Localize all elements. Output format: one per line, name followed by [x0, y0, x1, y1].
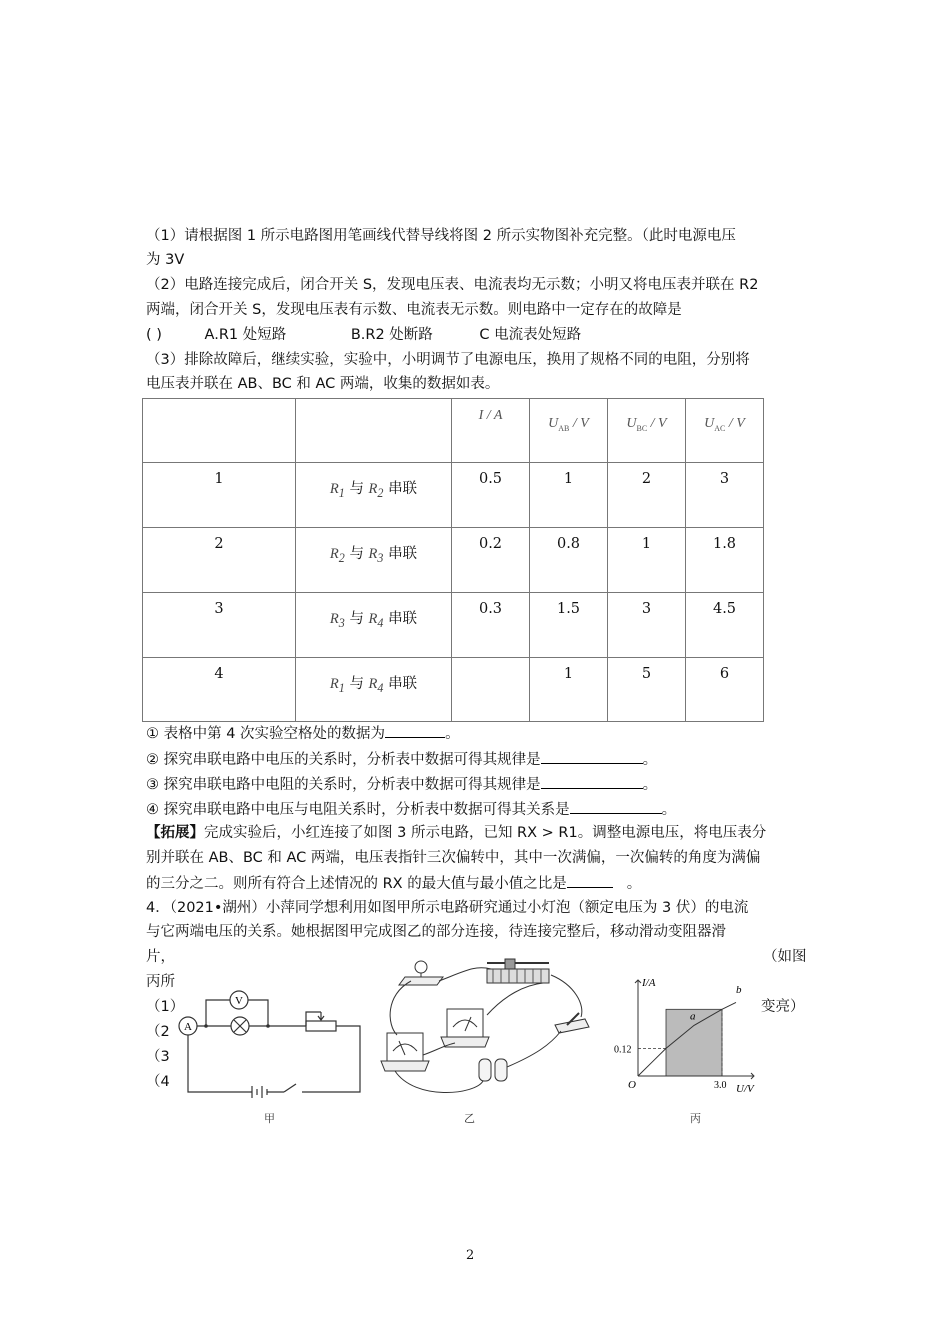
extension-label: 【拓展】 [146, 825, 204, 841]
extension-line2: 别并联在 AB、BC 和 AC 两端，电压表指针三次偏转中，其中一次满偏，一次偏转的角度为满偏 [146, 850, 761, 866]
subquestion-3: ③ 探究串联电路中电阻的关系时，分析表中数据可得其规律是 。 [146, 774, 657, 795]
subquestion-2: ② 探究串联电路中电压的关系时，分析表中数据可得其规律是 。 [146, 749, 657, 770]
row-number: 3 [143, 593, 296, 658]
row-number: 1 [143, 463, 296, 528]
curve-a-label: a [690, 1010, 696, 1023]
problem4-line3: 片， [146, 949, 175, 965]
row-current: 0.3 [452, 593, 530, 658]
row-current: 0.5 [452, 463, 530, 528]
row-resistors: $R_3$ 与 $R_4$ 串联 [296, 593, 452, 658]
header-ubc [608, 399, 686, 463]
answer-bracket: ( ) [146, 327, 162, 343]
header-uab [530, 399, 608, 463]
row-resistors: $R_1$ 与 $R_2$ 串联 [296, 463, 452, 528]
table-row [143, 528, 764, 593]
answer-blank[interactable] [385, 723, 445, 738]
question-part1-line1: （1）请根据图 1 所示电路图用笔画线代替导线将图 2 所示实物图补充完整。（此时电源电压 [146, 228, 736, 244]
extension-line3: 的三分之二。则所有符合上述情况的 RX 的最大值与最小值之比是 。 [146, 873, 641, 894]
problem4-sub2: （2 [146, 1024, 170, 1040]
header-uab-symbol: U [548, 416, 559, 431]
problem4-tail: 变亮） [761, 999, 805, 1015]
origin-label: O [628, 1079, 636, 1091]
subquestion-4: ④ 探究串联电路中电压与电阻关系时，分析表中数据可得其关系是 。 [146, 799, 676, 820]
header-uac-sub: AC [714, 423, 726, 433]
page-number: 2 [466, 1248, 475, 1263]
extension-line1: 【拓展】完成实验后，小红连接了如图 3 所示电路，已知 RX > R1。调整电源电压，将电压表分 [146, 825, 767, 841]
option-c: C 电流表处短路 [479, 327, 582, 343]
problem4-line3-right: （如图 [763, 949, 807, 965]
header-blank-cell [296, 399, 452, 463]
row-uac: 3 [686, 463, 764, 528]
question-part3-line1: （3）排除故障后，继续实验，实验中，小明调节了电源电压，换用了规格不同的电阻，分别将 [146, 352, 750, 368]
y-axis-label: I/A [642, 977, 656, 989]
curve-b-label: b [736, 984, 742, 997]
question-part3-line2: 电压表并联在 AB、BC 和 AC 两端，收集的数据如表。 [146, 376, 500, 392]
header-uab-unit: / V [572, 416, 589, 431]
header-uac-unit: / V [728, 416, 745, 431]
header-uac [686, 399, 764, 463]
question-part1-line2: 为 3V [146, 252, 185, 268]
data-table [142, 398, 764, 722]
problem4-sub1: （1） [146, 999, 185, 1015]
problem4-line2: 与它两端电压的关系。她根据图甲完成图乙的部分连接，待连接完整后，移动滑动变阻器滑 [146, 924, 726, 940]
y-tick-label: 0.12 [614, 1044, 632, 1056]
iu-chart-bing [612, 970, 762, 1096]
header-current [452, 399, 530, 463]
subquestion-1: ① 表格中第 4 次实验空格处的数据为 。 [146, 723, 460, 744]
table-row [143, 593, 764, 658]
ammeter-label: A [184, 1021, 192, 1033]
option-a: A.R1 处短路 [204, 327, 287, 343]
header-ubc-unit: / V [650, 416, 667, 431]
voltmeter-label: V [235, 995, 243, 1007]
row-number: 2 [143, 528, 296, 593]
table-row [143, 463, 764, 528]
row-current: 0.2 [452, 528, 530, 593]
caption-bing: 丙 [690, 1112, 701, 1125]
row-uac: 1.8 [686, 528, 764, 593]
row-number: 4 [143, 658, 296, 722]
header-ubc-sub: BC [636, 423, 648, 433]
problem4-line4: 丙所 [146, 974, 175, 990]
row-uab: 1 [530, 463, 608, 528]
header-uac-symbol: U [704, 416, 715, 431]
header-ubc-symbol: U [626, 416, 637, 431]
answer-blank[interactable] [541, 749, 643, 764]
apparatus-diagram-yi [375, 955, 595, 1105]
row-ubc: 1 [608, 528, 686, 593]
problem4-sub3: （3 [146, 1049, 170, 1065]
question-part2-line1: （2）电路连接完成后，闭合开关 S，发现电压表、电流表均无示数；小明又将电压表并联在 R2 [146, 277, 759, 293]
row-uab: 1 [530, 658, 608, 722]
answer-blank[interactable] [567, 873, 613, 888]
header-blank-cell [143, 399, 296, 463]
row-uab: 0.8 [530, 528, 608, 593]
caption-yi: 乙 [464, 1112, 475, 1125]
row-current-empty [452, 658, 530, 722]
table-row [143, 658, 764, 722]
header-current-label: I / A [478, 408, 503, 423]
option-b: B.R2 处断路 [350, 327, 433, 343]
answer-blank[interactable] [541, 774, 643, 789]
problem4-line1: 4．（2021•湖州）小萍同学想利用如图甲所示电路研究通过小灯泡（额定电压为 3 伏）的电流 [146, 900, 749, 916]
row-resistors: $R_1$ 与 $R_4$ 串联 [296, 658, 452, 722]
caption-jia: 甲 [264, 1112, 275, 1125]
header-uab-sub: AB [558, 423, 570, 433]
answer-blank[interactable] [570, 799, 662, 814]
row-uab: 1.5 [530, 593, 608, 658]
question-part2-line2: 两端，闭合开关 S，发现电压表有示数、电流表无示数。则电路中一定存在的故障是 [146, 302, 682, 318]
row-ubc: 5 [608, 658, 686, 722]
row-uac: 6 [686, 658, 764, 722]
row-uac: 4.5 [686, 593, 764, 658]
circuit-diagram-jia [170, 988, 370, 1100]
problem4-sub4: （4 [146, 1074, 170, 1090]
row-ubc: 2 [608, 463, 686, 528]
x-axis-label: U/V [736, 1083, 754, 1095]
question-part2-options [146, 325, 581, 345]
row-ubc: 3 [608, 593, 686, 658]
x-tick-label: 3.0 [714, 1080, 727, 1091]
row-resistors: $R_2$ 与 $R_3$ 串联 [296, 528, 452, 593]
table-header-row [143, 399, 764, 463]
